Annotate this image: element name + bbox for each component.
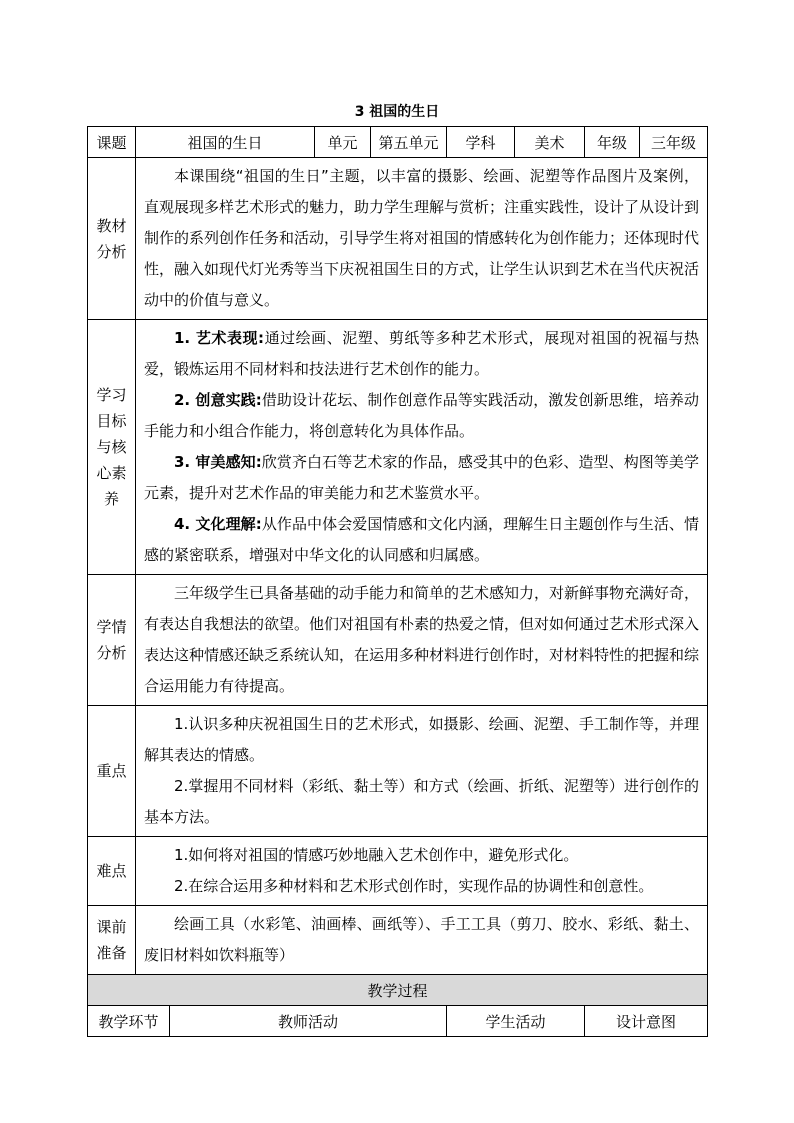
learning-goals-row (88, 320, 708, 575)
goal-lead: 1. 艺术表现: (174, 329, 265, 347)
process-title-row (88, 975, 708, 1006)
col-teacher-header: 教师活动 (170, 1006, 447, 1037)
difficulty-item: 1.如何将对祖国的情感巧妙地融入艺术创作中，避免形式化。 (174, 846, 579, 864)
preparation-text: 绘画工具（水彩笔、油画棒、画纸等）、手工工具（剪刀、胶水、彩纸、黏土、废旧材料如饮料瓶等） (144, 915, 700, 964)
material-analysis-label: 教材 分析 (88, 158, 136, 320)
goal-item-3 (144, 447, 699, 509)
key-points-row (88, 706, 708, 837)
key-points-cell (136, 706, 708, 837)
preparation-label: 课前 准备 (88, 906, 136, 975)
goal-text: 通过绘画、泥塑、剪纸等多种艺术形式，展现对祖国的祝福与热爱，锻炼运用不同材料和技法进行艺术创作的能力。 (144, 329, 700, 378)
subject-value: 美术 (515, 127, 585, 158)
goal-item-4 (144, 509, 699, 571)
subject-label: 学科 (447, 127, 515, 158)
preparation-cell (136, 906, 708, 975)
lesson-plan-table (87, 126, 708, 1037)
goal-lead: 4. 文化理解: (174, 515, 262, 533)
goal-item-1 (144, 323, 699, 385)
student-analysis-row (88, 575, 708, 706)
goal-text: 欣赏齐白石等艺术家的作品，感受其中的色彩、造型、构图等美学元素，提升对艺术作品的审美能力和艺术鉴赏水平。 (144, 453, 700, 502)
header-row (88, 127, 708, 158)
student-analysis-cell (136, 575, 708, 706)
difficulty-item: 2.在综合运用多种材料和艺术形式创作时，实现作品的协调性和创意性。 (174, 877, 654, 895)
key-point-item: 1.认识多种庆祝祖国生日的艺术形式，如摄影、绘画、泥塑、手工制作等，并理解其表达的情感。 (144, 715, 700, 764)
student-analysis-text: 三年级学生已具备基础的动手能力和简单的艺术感知力，对新鲜事物充满好奇，有表达自我想法的欲望。他们对祖国有朴素的热爱之情，但对如何通过艺术形式深入表达这种情感还缺乏系统认知，在运用多种材料进行创作时，对材料特性的把握和综合运用能力有待提高。 (144, 584, 700, 695)
difficulties-row (88, 837, 708, 906)
key-points-label: 重点 (88, 706, 136, 837)
col-stage-header: 教学环节 (88, 1006, 170, 1037)
process-columns-row (88, 1006, 708, 1037)
goal-lead: 2. 创意实践: (174, 391, 262, 409)
student-analysis-label: 学情 分析 (88, 575, 136, 706)
grade-label: 年级 (585, 127, 640, 158)
topic-label: 课题 (88, 127, 136, 158)
key-point-item: 2.掌握用不同材料（彩纸、黏土等）和方式（绘画、折纸、泥塑等）进行创作的基本方法。 (144, 777, 700, 826)
grade-value: 三年级 (640, 127, 708, 158)
process-title: 教学过程 (88, 975, 708, 1006)
goal-text: 借助设计花坛、制作创意作品等实践活动，激发创新思维，培养动手能力和小组合作能力，将创意转化为具体作品。 (144, 391, 700, 440)
goal-lead: 3. 审美感知: (174, 453, 262, 471)
unit-value: 第五单元 (371, 127, 447, 158)
difficulties-label: 难点 (88, 837, 136, 906)
goal-text: 从作品中体会爱国情感和文化内涵，理解生日主题创作与生活、情感的紧密联系，增强对中华文化的认同感和归属感。 (144, 515, 700, 564)
col-intent-header: 设计意图 (585, 1006, 708, 1037)
learning-goals-label: 学习 目标 与核 心素 养 (88, 320, 136, 575)
learning-goals-cell (136, 320, 708, 575)
material-analysis-cell (136, 158, 708, 320)
col-student-header: 学生活动 (447, 1006, 585, 1037)
difficulties-cell (136, 837, 708, 906)
unit-label: 单元 (315, 127, 371, 158)
material-analysis-text: 本课围绕“祖国的生日”主题，以丰富的摄影、绘画、泥塑等作品图片及案例，直观展现多样艺术形式的魅力，助力学生理解与赏析；注重实践性，设计了从设计到制作的系列创作任务和活动，引导学生将对祖国的情感转化为创作能力；还体现时代性，融入如现代灯光秀等当下庆祝祖国生日的方式，让学生认识到艺术在当代庆祝活动中的价值与意义。 (144, 167, 700, 309)
preparation-row (88, 906, 708, 975)
goal-item-2 (144, 385, 699, 447)
material-analysis-row (88, 158, 708, 320)
topic-value: 祖国的生日 (136, 127, 315, 158)
page-title: 3 祖国的生日 (354, 104, 440, 120)
